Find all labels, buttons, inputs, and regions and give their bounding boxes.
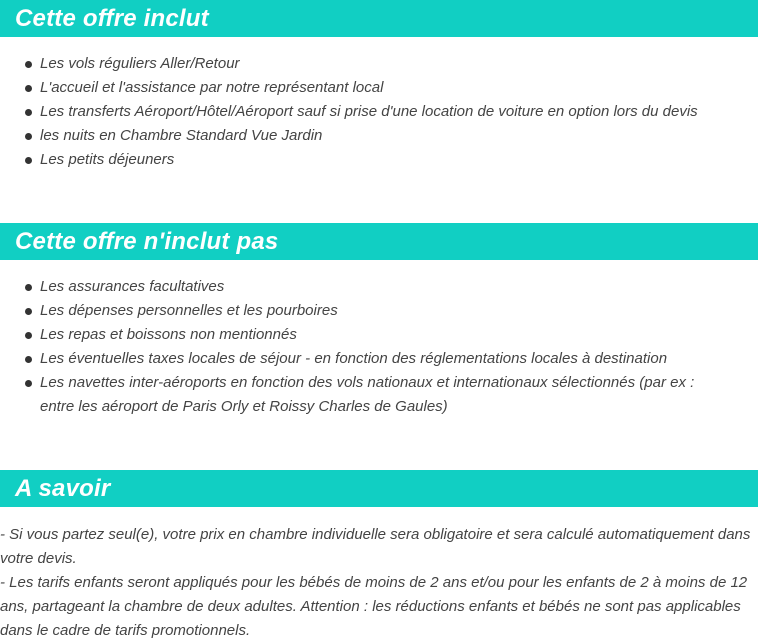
offer-includes-list [0,52,758,172]
bullet-icon [25,109,32,116]
list-item-text: Les navettes inter-aéroports en fonction des vols nationaux et internationaux sélectionnés (par ex : entre les aéroport de Paris Orly et Roissy Charles de Gaules) [40,374,695,415]
list-item [0,124,758,148]
bullet-icon [25,356,32,363]
list-item [0,76,758,100]
list-item-text: Les éventuelles taxes locales de séjour - en fonction des réglementations locales à destination [40,350,668,367]
offer-excludes-header [0,223,758,260]
info-body [0,523,758,643]
info-section [0,470,758,643]
list-item-text: Les transferts Aéroport/Hôtel/Aéroport sauf si prise d'une location de voiture en option lors du devis [40,103,698,120]
list-item [0,347,758,371]
bullet-icon [25,157,32,164]
list-item [0,275,758,299]
list-item-text: Les vols réguliers Aller/Retour [40,55,240,72]
list-item [0,323,758,347]
offer-includes-section [0,0,758,172]
bullet-icon [25,380,32,387]
info-paragraph-child-rates: - Les tarifs enfants seront appliqués pour les bébés de moins de 2 ans et/ou pour les enfants de 2 à moins de 12 ans, partageant la chambre de deux adultes. Attention : les réductions enfants et bébés ne sont pas applicables dans le cadre de tarifs promotionnels. [0,574,748,639]
list-item-text: Les dépenses personnelles et les pourboires [40,302,338,319]
bullet-icon [25,85,32,92]
list-item [0,299,758,323]
offer-includes-header [0,0,758,37]
offer-excludes-section [0,223,758,419]
list-item-text: L'accueil et l'assistance par notre représentant local [40,79,384,96]
list-item-text: Les assurances facultatives [40,278,225,295]
list-item-text: les nuits en Chambre Standard Vue Jardin [40,127,323,144]
list-item [0,52,758,76]
bullet-icon [25,284,32,291]
list-item [0,148,758,172]
list-item-text: Les petits déjeuners [40,151,175,168]
info-paragraph-single-traveler: - Si vous partez seul(e), votre prix en chambre individuelle sera obligatoire et sera calculé automatiquement dans votre devis. [0,526,751,567]
offer-excludes-list [0,275,758,419]
info-title: A savoir [15,474,111,502]
list-item [0,100,758,124]
info-header [0,470,758,507]
offer-excludes-title: Cette offre n'inclut pas [15,227,279,255]
bullet-icon [25,133,32,140]
bullet-icon [25,332,32,339]
list-item-text: Les repas et boissons non mentionnés [40,326,297,343]
bullet-icon [25,61,32,68]
list-item [0,371,758,419]
offer-includes-title: Cette offre inclut [15,4,209,32]
bullet-icon [25,308,32,315]
